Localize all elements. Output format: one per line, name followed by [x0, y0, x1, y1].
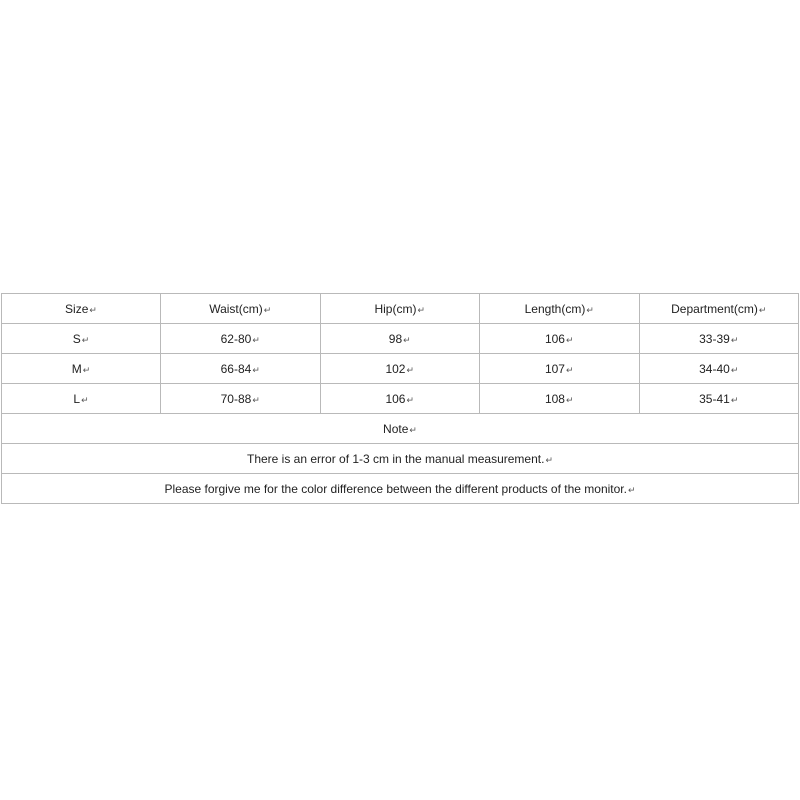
header-cell: Department(cm)↵ [639, 294, 799, 324]
paragraph-mark-icon: ↵ [81, 334, 90, 345]
note-row [2, 474, 799, 504]
table-cell: 108↵ [480, 384, 640, 414]
table-cell: 102↵ [320, 354, 480, 384]
paragraph-mark-icon: ↵ [406, 364, 415, 375]
table-cell: 33-39↵ [639, 324, 799, 354]
table-row [2, 354, 799, 384]
paragraph-mark-icon: ↵ [252, 334, 260, 345]
table-row [2, 324, 799, 354]
paragraph-mark-icon: ↵ [81, 394, 89, 405]
table-cell: 70-88↵ [161, 384, 321, 414]
header-cell: Size↵ [2, 294, 161, 324]
paragraph-mark-icon: ↵ [730, 394, 739, 405]
note-cell: Please forgive me for the color difference between the different products of the monitor.↵ [2, 474, 799, 504]
paragraph-mark-icon: ↵ [417, 304, 426, 315]
note-title-cell: Note↵ [2, 414, 799, 444]
paragraph-mark-icon: ↵ [730, 364, 739, 375]
paragraph-mark-icon: ↵ [627, 484, 636, 495]
paragraph-mark-icon: ↵ [252, 394, 260, 405]
paragraph-mark-icon: ↵ [406, 394, 415, 405]
header-cell: Waist(cm)↵ [161, 294, 321, 324]
table-cell: M↵ [2, 354, 161, 384]
paragraph-mark-icon: ↵ [403, 334, 411, 345]
table-cell: 106↵ [480, 324, 640, 354]
note-title-row [2, 414, 799, 444]
paragraph-mark-icon: ↵ [565, 334, 574, 345]
paragraph-mark-icon: ↵ [82, 364, 91, 375]
table-cell: 66-84↵ [161, 354, 321, 384]
header-cell: Length(cm)↵ [480, 294, 640, 324]
paragraph-mark-icon: ↵ [89, 304, 97, 315]
table-cell: 98↵ [320, 324, 480, 354]
paragraph-mark-icon: ↵ [565, 364, 574, 375]
paragraph-mark-icon: ↵ [586, 304, 594, 315]
paragraph-mark-icon: ↵ [565, 394, 574, 405]
paragraph-mark-icon: ↵ [730, 334, 739, 345]
table-cell: 34-40↵ [639, 354, 799, 384]
table-cell: L↵ [2, 384, 161, 414]
table-cell: 107↵ [480, 354, 640, 384]
table-row [2, 384, 799, 414]
table-cell: 106↵ [320, 384, 480, 414]
note-row [2, 444, 799, 474]
paragraph-mark-icon: ↵ [545, 454, 553, 465]
paragraph-mark-icon: ↵ [263, 304, 272, 315]
table-cell: 35-41↵ [639, 384, 799, 414]
size-chart-table [1, 293, 799, 504]
table-cell: 62-80↵ [161, 324, 321, 354]
header-cell: Hip(cm)↵ [320, 294, 480, 324]
paragraph-mark-icon: ↵ [409, 424, 417, 435]
table-cell: S↵ [2, 324, 161, 354]
paragraph-mark-icon: ↵ [758, 304, 767, 315]
table-header-row [2, 294, 799, 324]
note-cell: There is an error of 1-3 cm in the manual measurement.↵ [2, 444, 799, 474]
paragraph-mark-icon: ↵ [252, 364, 260, 375]
